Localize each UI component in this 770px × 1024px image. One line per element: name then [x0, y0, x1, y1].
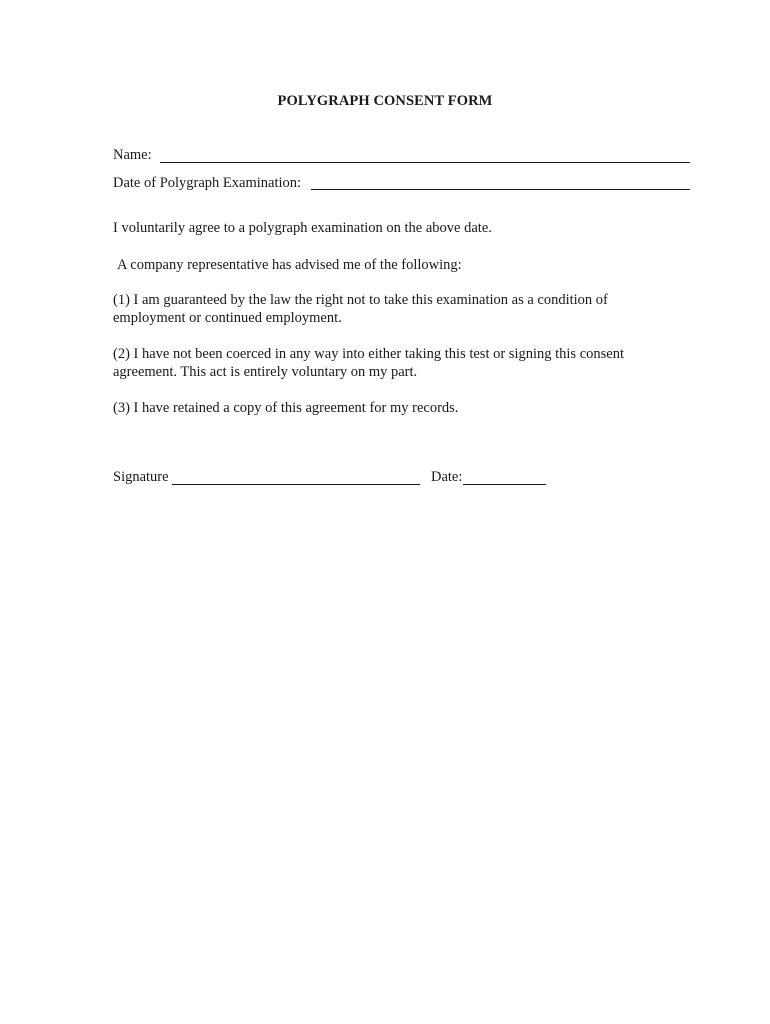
condition-item-1: (1) I am guaranteed by the law the right not to take this examination as a condition of employment or continued employment.	[113, 292, 608, 326]
agreement-statement: I voluntarily agree to a polygraph examination on the above date.	[113, 220, 492, 236]
exam-date-label: Date of Polygraph Examination:	[113, 175, 302, 191]
date-label: Date:	[431, 469, 463, 485]
name-label: Name:	[113, 147, 152, 163]
signature-label: Signature	[113, 469, 169, 485]
condition-item-3: (3) I have retained a copy of this agreement for my records.	[113, 400, 459, 416]
name-field[interactable]	[160, 162, 690, 163]
form-title: POLYGRAPH CONSENT FORM	[277, 93, 493, 109]
advised-statement: A company representative has advised me of the following:	[117, 257, 462, 273]
condition-item-2: (2) I have not been coerced in any way into either taking this test or signing this consent agreement. This act is entirely voluntary on my part.	[113, 346, 624, 380]
signature-field[interactable]	[172, 484, 420, 485]
date-field[interactable]	[463, 484, 546, 485]
exam-date-field[interactable]	[311, 189, 690, 190]
